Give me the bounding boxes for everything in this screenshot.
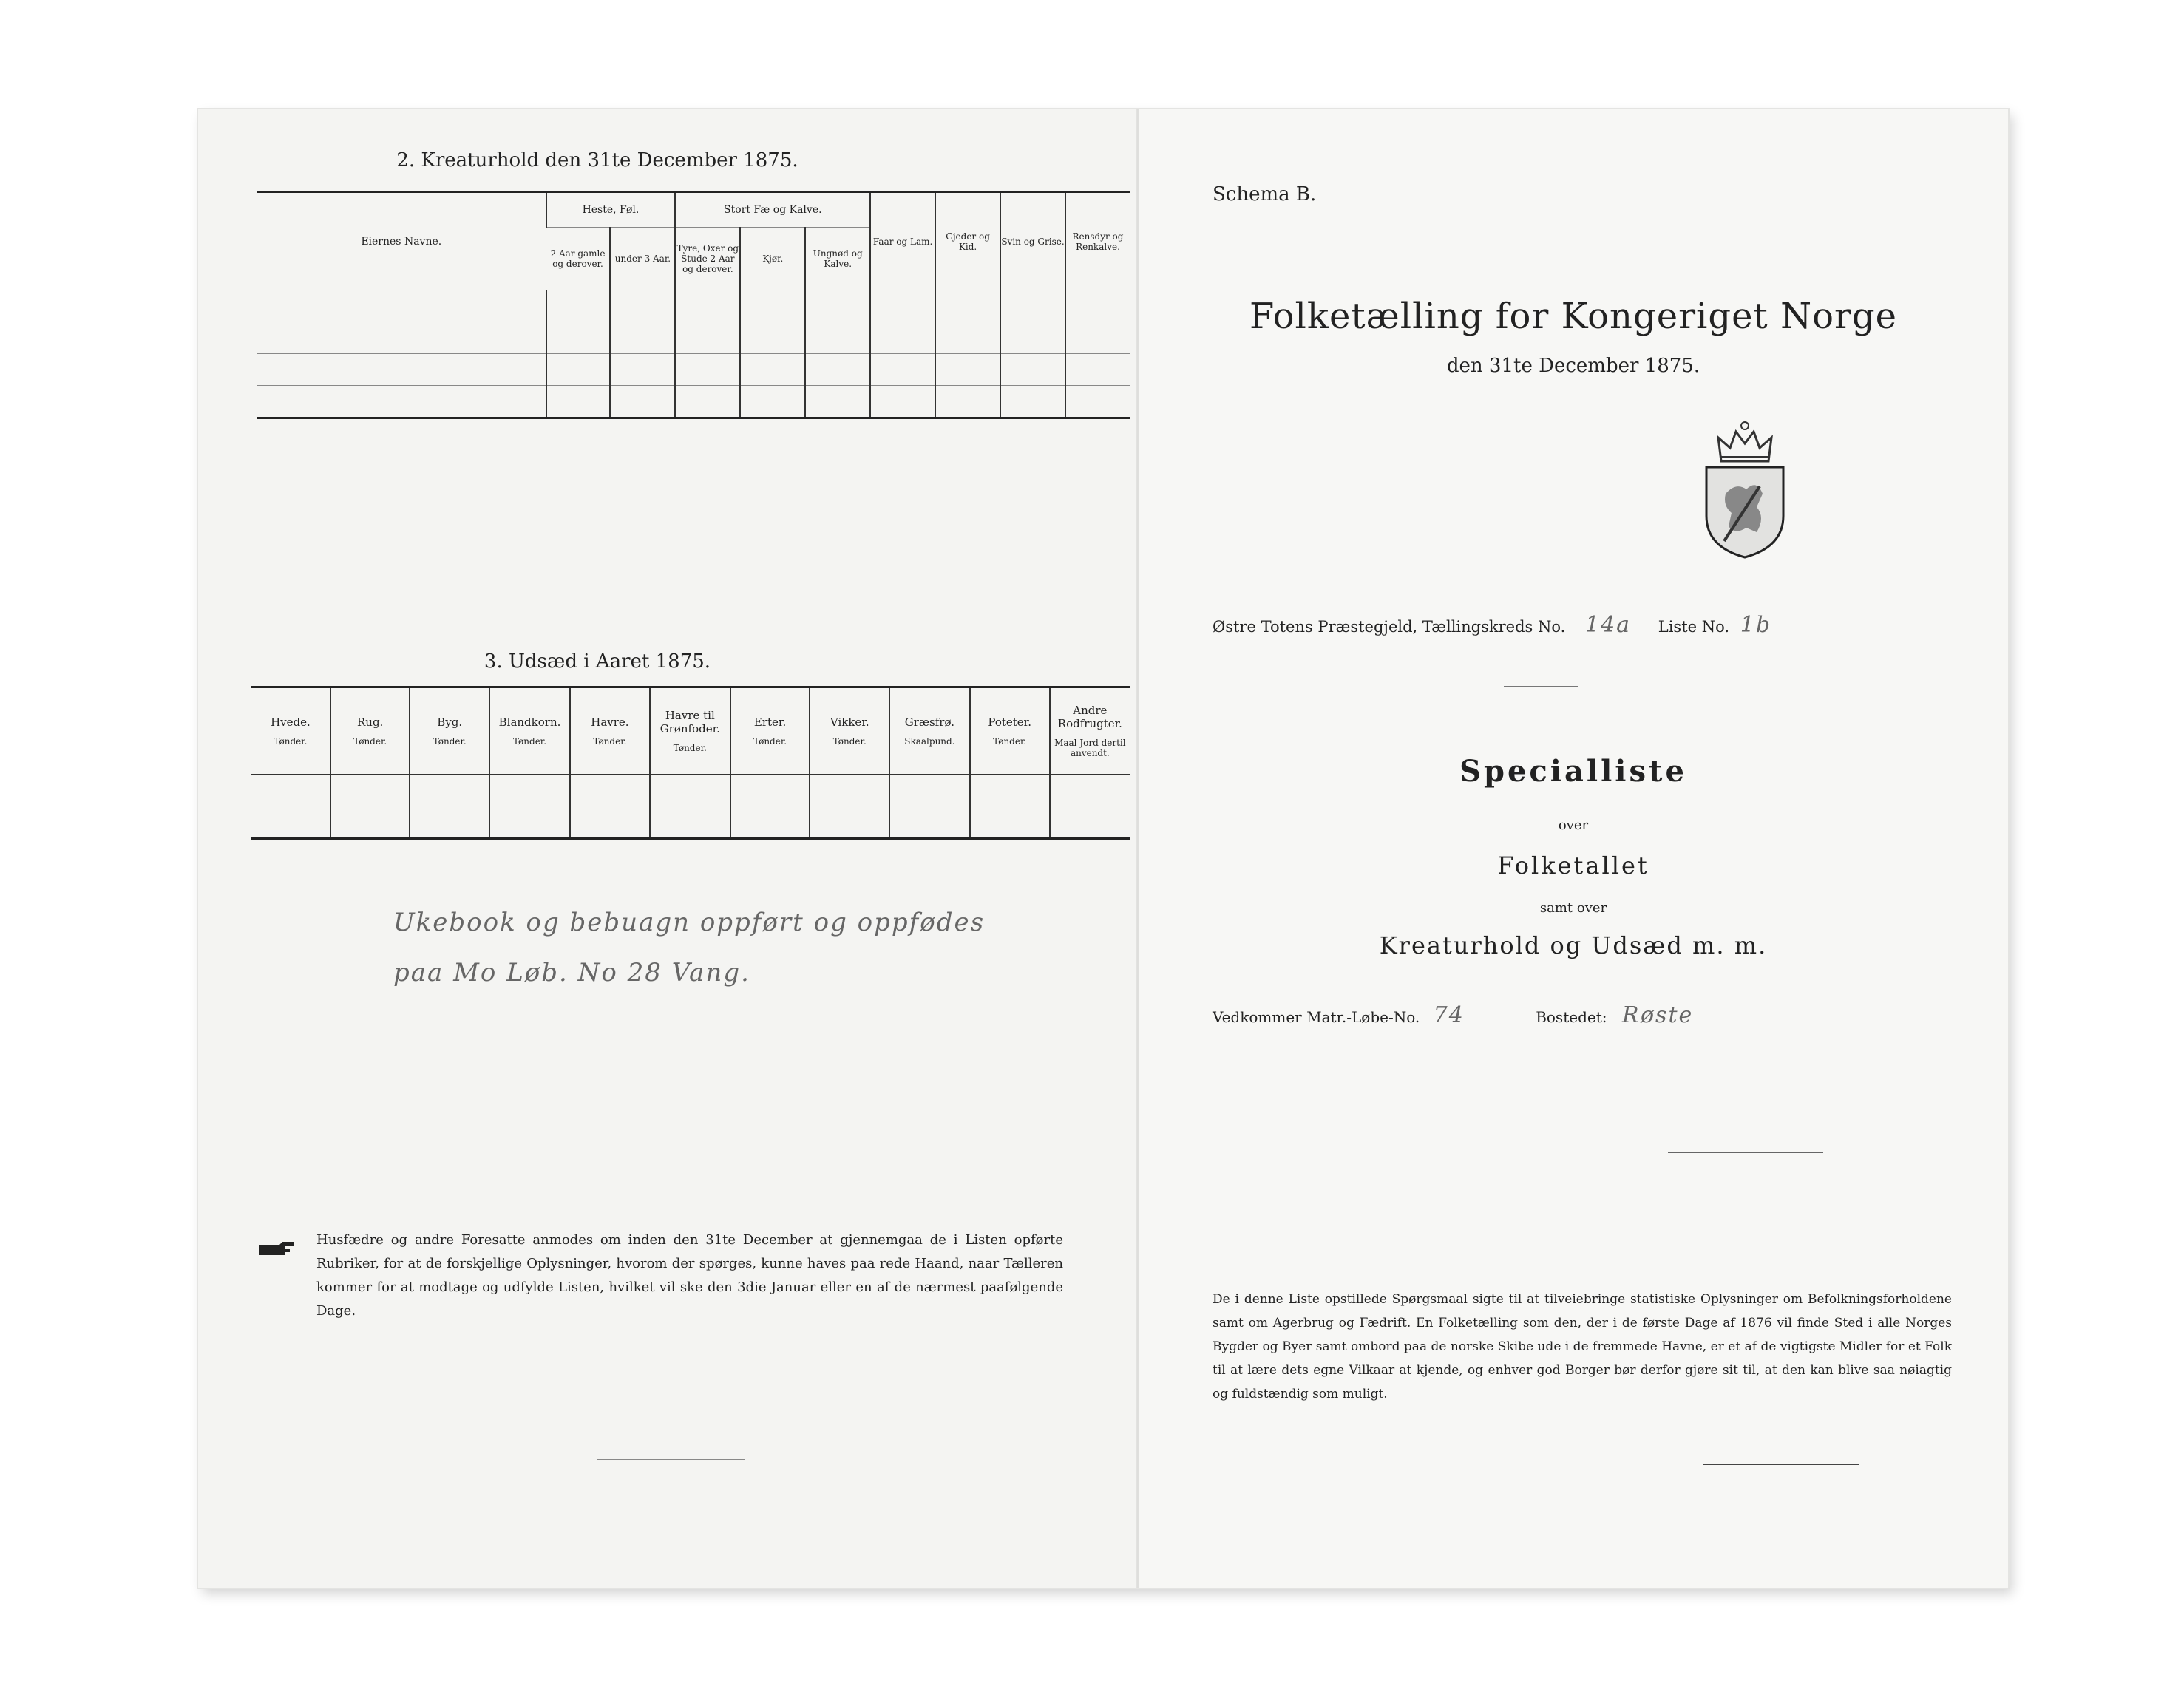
- norway-coat-of-arms-icon: [1702, 420, 1788, 560]
- horse-sub-header: under 3 Aar.: [610, 228, 675, 290]
- over-label: over: [1558, 817, 1589, 833]
- seed-column-header: [570, 687, 650, 775]
- seed-column-name: Græsfrø.: [904, 715, 954, 729]
- pointing-hand-icon: [257, 1240, 297, 1257]
- seed-table: [251, 686, 1130, 840]
- folketallet-label: Folketallet: [1497, 852, 1649, 880]
- livestock-table: [257, 191, 1130, 419]
- handwritten-note-line2: paa Mo Løb. No 28 Vang.: [393, 958, 750, 988]
- parish-label: Østre Totens Præstegjeld, Tællingskreds No.: [1213, 618, 1566, 636]
- divider: [597, 1459, 745, 1460]
- seed-column-header: [410, 687, 489, 775]
- seed-column-header: [730, 687, 810, 775]
- seed-cell: [1050, 775, 1130, 839]
- cattle-sub-header: Ungnød og Kalve.: [805, 228, 870, 290]
- seed-cell: [489, 775, 570, 839]
- samt-over-label: samt over: [1539, 900, 1607, 916]
- seed-column-header: [810, 687, 889, 775]
- seed-column-unit: Tønder.: [274, 735, 308, 747]
- sheep-header: Faar og Lam.: [870, 192, 935, 290]
- seed-column-name: Hvede.: [271, 715, 311, 729]
- seed-cell: [330, 775, 410, 839]
- cattle-group-header: Stort Fæ og Kalve.: [675, 192, 870, 228]
- seed-column-unit: Tønder.: [753, 735, 787, 747]
- seed-column-unit: Tønder.: [673, 742, 707, 753]
- seed-column-header: [970, 687, 1050, 775]
- table-row: [257, 322, 1130, 354]
- owner-header: Eiernes Navne.: [257, 192, 546, 290]
- seed-column-header: [251, 687, 330, 775]
- right-page: [1139, 109, 2008, 1588]
- horse-sub-header: 2 Aar gamle og derover.: [550, 248, 606, 269]
- seed-cell: [970, 775, 1050, 839]
- handwritten-note-line1: Ukebook og bebuagn oppført og oppfødes: [393, 908, 986, 937]
- seed-column-unit: Tønder.: [993, 735, 1027, 747]
- kreds-value: 14a: [1585, 612, 1632, 638]
- matr-line: [1213, 1002, 1693, 1028]
- seed-column-name: Blandkorn.: [498, 715, 561, 729]
- table-row: [257, 354, 1130, 386]
- seed-cell: [570, 775, 650, 839]
- liste-label: Liste No.: [1658, 618, 1730, 636]
- seed-column-name: Erter.: [753, 715, 787, 729]
- seed-cell: [810, 775, 889, 839]
- census-sheet: [198, 109, 2008, 1588]
- table-row: [251, 775, 1130, 839]
- seed-column-unit: Tønder.: [512, 735, 547, 747]
- seed-column-name: Havre til Grønfoder.: [659, 708, 720, 735]
- liste-value: 1b: [1740, 612, 1772, 638]
- seed-header-row: [251, 687, 1130, 775]
- divider: [1504, 686, 1578, 687]
- seed-column-unit: Skaalpund.: [904, 735, 955, 747]
- census-date: den 31te December 1875.: [1446, 355, 1700, 377]
- seed-cell: [251, 775, 330, 839]
- seed-column-header: [330, 687, 410, 775]
- reindeer-header: Rensdyr og Renkalve.: [1065, 192, 1130, 290]
- schema-label: Schema B.: [1213, 183, 1317, 205]
- pig-header: Svin og Grise.: [1000, 192, 1065, 290]
- horse-group-header: Heste, Føl.: [546, 192, 676, 228]
- census-title: Folketælling for Kongeriget Norge: [1249, 296, 1898, 337]
- divider: [1668, 1152, 1823, 1153]
- seed-cell: [650, 775, 730, 839]
- seed-column-name: Andre Rodfrugter.: [1057, 703, 1122, 730]
- section3-title: 3. Udsæd i Aaret 1875.: [484, 650, 711, 673]
- kreaturhold-label: Kreaturhold og Udsæd m. m.: [1379, 931, 1768, 959]
- goat-header: Gjeder og Kid.: [935, 192, 1000, 290]
- seed-column-unit: Tønder.: [593, 735, 627, 747]
- bosted-label: Bostedet:: [1536, 1008, 1607, 1026]
- cattle-sub-header: Tyre, Oxer og Stude 2 Aar og derover.: [675, 228, 740, 290]
- seed-column-header: [1050, 687, 1130, 775]
- notice-text: Husfædre og andre Foresatte anmodes om inden den 31te December at gjennemgaa de i Listen opførte Rubriker, for at de forskjellige Oplysninger, hvorom der spørges, kunne haves paa rede Haand, naar Tælleren kommer for at modtage og udfylde Listen, hvilket vil ske den 3die Januar eller en af de nærmest paafølgende Dage.: [316, 1232, 1063, 1319]
- cattle-sub-header: Kjør.: [740, 228, 805, 290]
- section2-title: 2. Kreaturhold den 31te December 1875.: [396, 149, 798, 171]
- seed-column-name: Rug.: [357, 715, 384, 729]
- matr-label: Vedkommer Matr.-Løbe-No.: [1213, 1008, 1420, 1026]
- seed-cell: [889, 775, 969, 839]
- seed-column-name: Vikker.: [830, 715, 869, 729]
- seed-cell: [410, 775, 489, 839]
- footer-text: De i denne Liste opstillede Spørgsmaal sigte til at tilveiebringe statistiske Oplysninger om Befolkningsforholdene samt om Agerbrug og Fædrift. En Folketælling som den, der i de første Dage af 1876 vil finde Sted i alle Norges Bygder og Byer samt ombord paa de norske Skibe ude i de fremmede Havne, er et af de vigtigste Midler for et Folk til at lære dets egne Vilkaar at kjende, og enhver god Borger bør derfor gjøre sit til, at den kan blive saa nøiagtig og fuldstændig som muligt.: [1213, 1292, 1952, 1401]
- seed-column-unit: Tønder.: [353, 735, 387, 747]
- seed-column-unit: Tønder.: [433, 735, 467, 747]
- seed-column-name: Poteter.: [988, 715, 1031, 729]
- seed-column-name: Byg.: [437, 715, 463, 729]
- seed-column-name: Havre.: [591, 715, 629, 729]
- parish-line: [1213, 612, 1771, 638]
- seed-column-unit: Maal Jord dertil anvendt.: [1054, 737, 1126, 758]
- bosted-value: Røste: [1621, 1002, 1694, 1028]
- seed-column-header: [650, 687, 730, 775]
- specialliste-title: Specialliste: [1459, 754, 1687, 789]
- seed-column-header: [489, 687, 570, 775]
- seed-cell: [730, 775, 810, 839]
- seed-column-header: [889, 687, 969, 775]
- left-page: [198, 109, 1137, 1588]
- table-row: [257, 386, 1130, 418]
- divider: [1703, 1464, 1859, 1465]
- seed-column-unit: Tønder.: [832, 735, 867, 747]
- matr-value: 74: [1433, 1002, 1465, 1028]
- table-row: [257, 290, 1130, 322]
